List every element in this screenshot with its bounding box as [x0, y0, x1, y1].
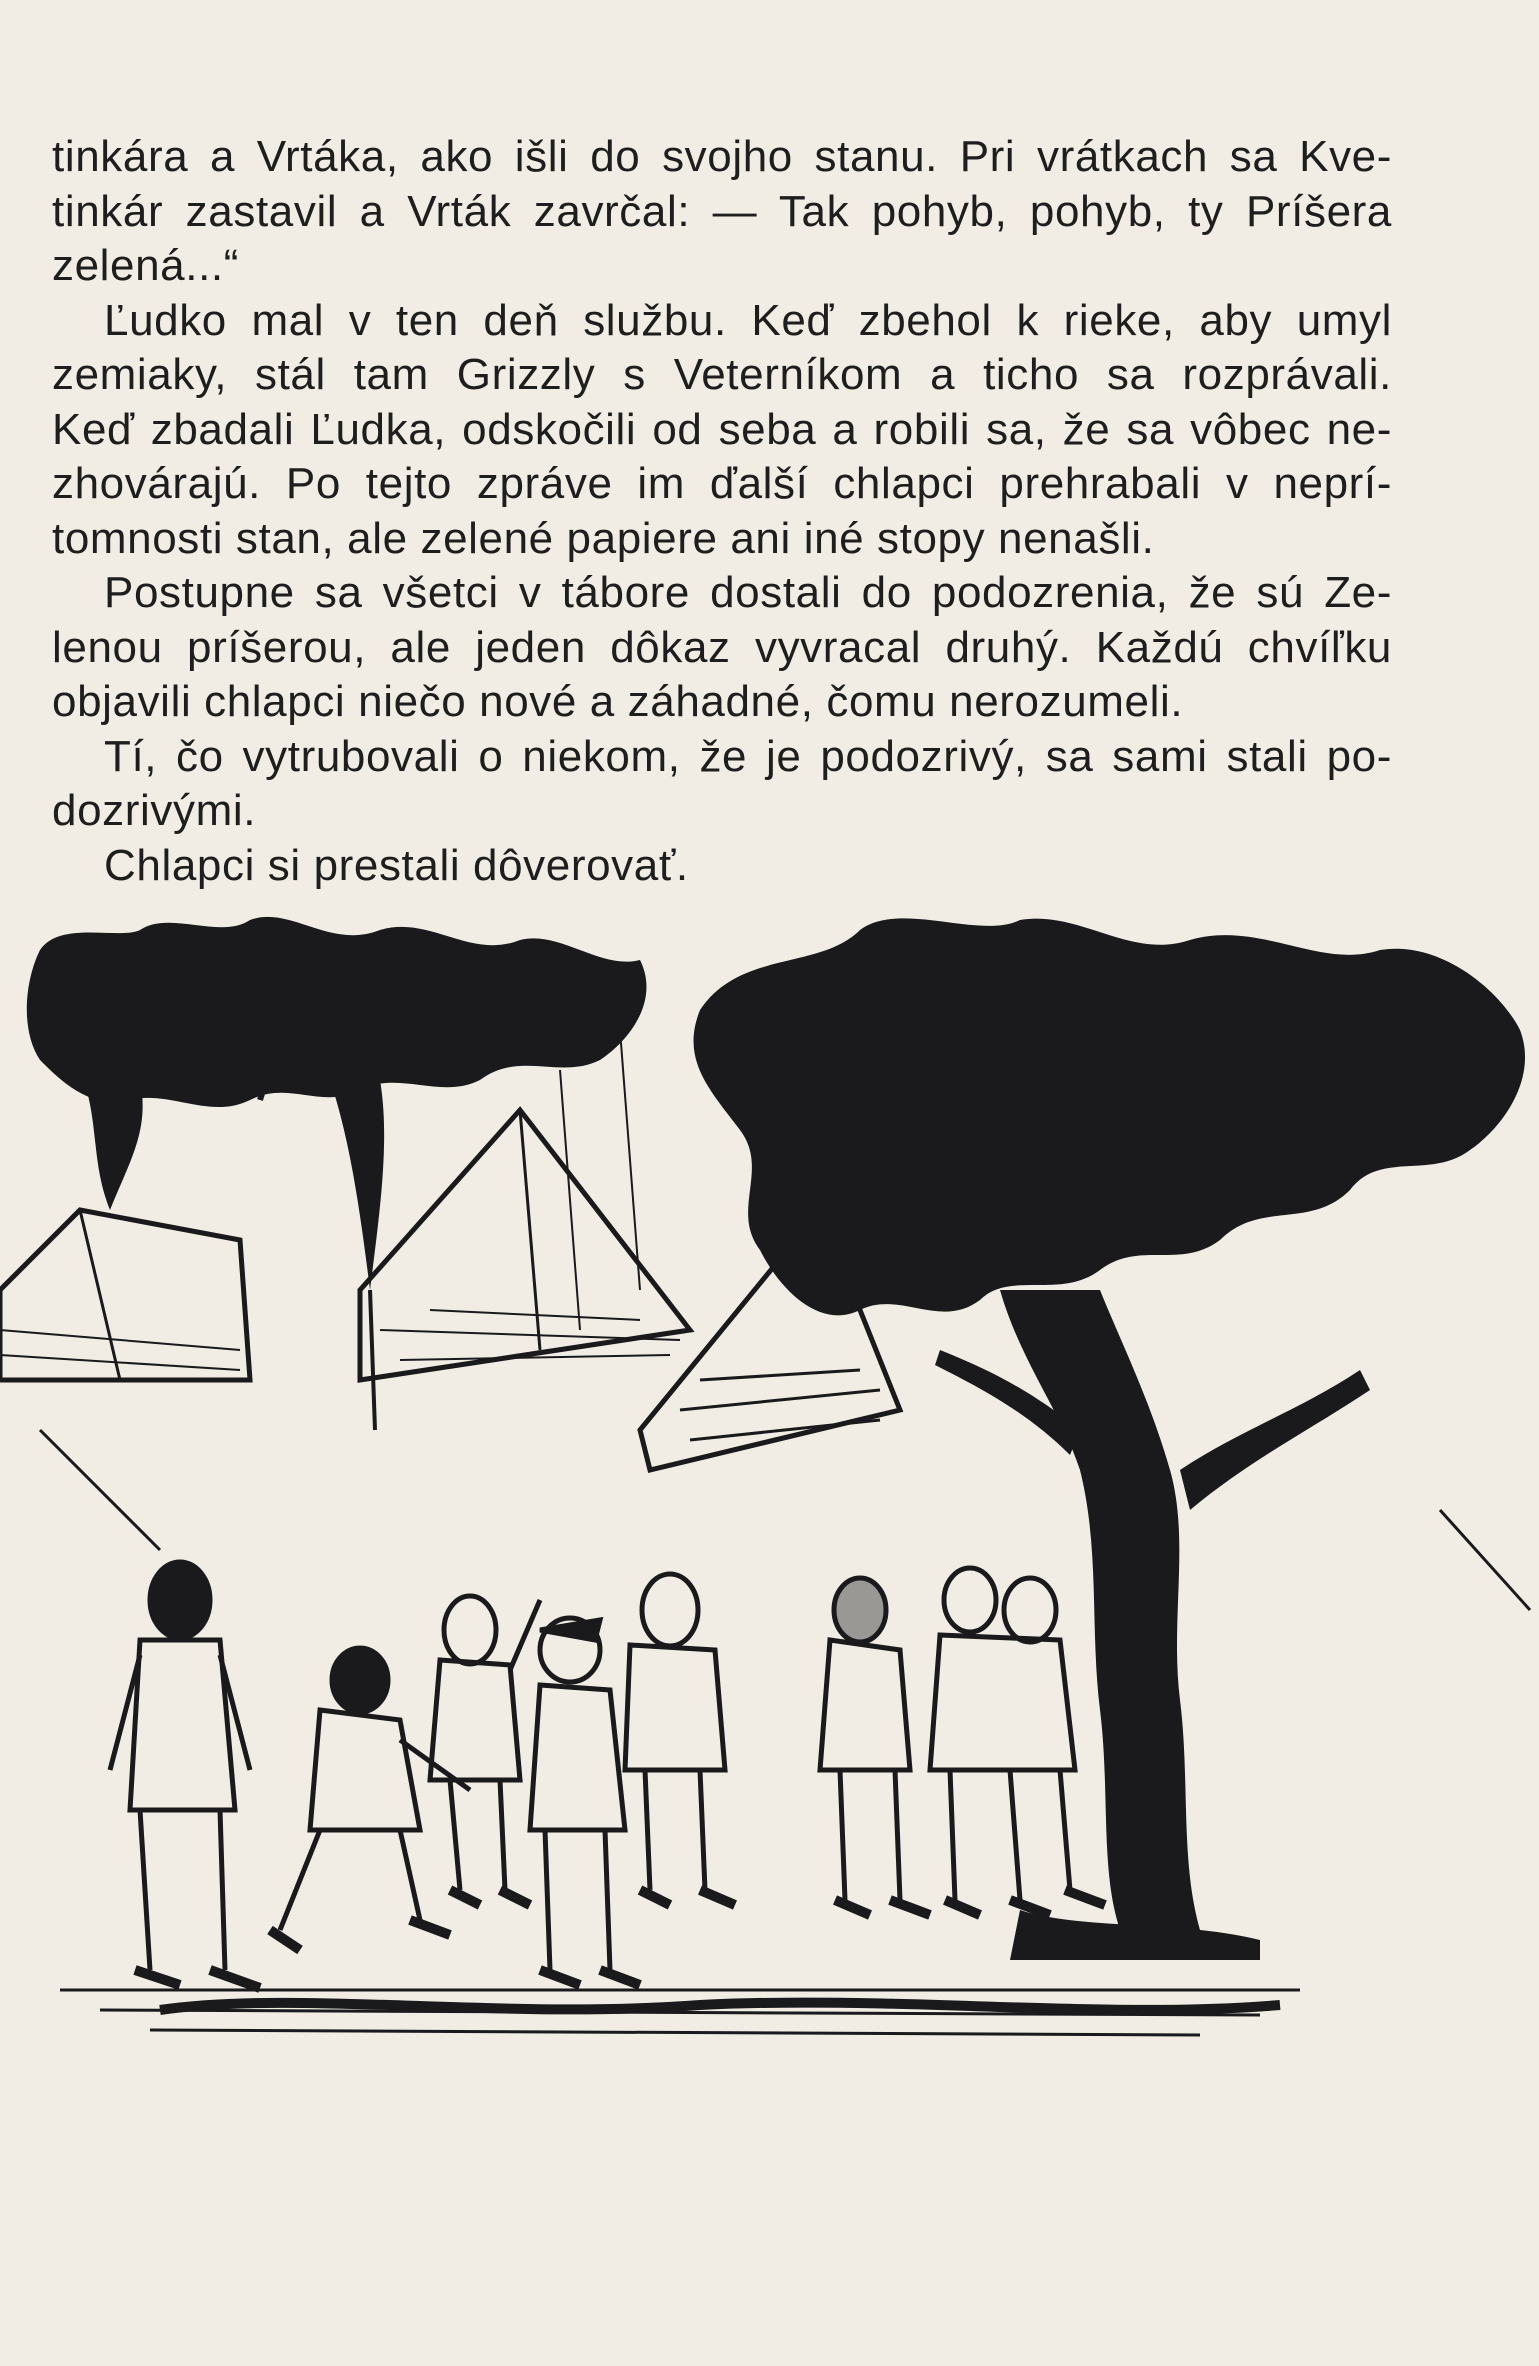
boy-figure	[430, 1596, 540, 1905]
text-line: tinkára a Vrtáka, ako išli do svojho stanu. Pri vrátkach sa Kve-	[52, 132, 1392, 181]
camp-illustration	[0, 910, 1539, 2366]
ground	[40, 1430, 1530, 2035]
boy-figure	[625, 1574, 735, 1905]
text-line: Postupne sa všetci v tábore dostali do podozrenia, že sú Ze-	[104, 568, 1392, 617]
body-text	[52, 130, 1392, 893]
text-line: Keď zbadali Ľudka, odskočili od seba a robili sa, že sa vôbec ne-	[52, 404, 1392, 454]
text-line: lenou príšerou, ale jeden dôkaz vyvracal druhý. Každú chvíľku	[52, 622, 1392, 672]
boy-figure	[820, 1578, 930, 1915]
text-line: objavili chlapci niečo nové a záhadné, čomu nerozumeli.	[52, 677, 1184, 726]
text-line: Ľudko mal v ten deň službu. Keď zbehol k rieke, aby umyl	[104, 295, 1392, 345]
text-line: tomnosti stan, ale zelené papiere ani iné stopy nenašli.	[52, 513, 1155, 563]
boy-figure	[930, 1568, 1105, 1915]
text-line: tinkár zastavil a Vrták zavrčal: — Tak pohyb, pohyb, ty Príšera	[52, 186, 1392, 236]
text-line: Chlapci si prestali dôverovať.	[104, 840, 689, 890]
boy-figure	[530, 1618, 640, 1985]
text-line: zelená...“	[52, 241, 239, 290]
text-line: dozrivými.	[52, 786, 257, 835]
boys-group	[110, 1562, 1105, 1988]
boy-figure	[110, 1562, 260, 1988]
boy-figure	[270, 1648, 470, 1950]
right-tree	[694, 918, 1525, 1960]
text-line: zemiaky, stál tam Grizzly s Veterníkom a ticho sa rozprávali.	[52, 350, 1392, 399]
text-line: zhovárajú. Po tejto zpráve im ďalší chlapci prehrabali v neprí-	[52, 459, 1392, 508]
text-line: Tí, čo vytrubovali o niekom, že je podozrivý, sa sami stali po-	[104, 731, 1392, 781]
